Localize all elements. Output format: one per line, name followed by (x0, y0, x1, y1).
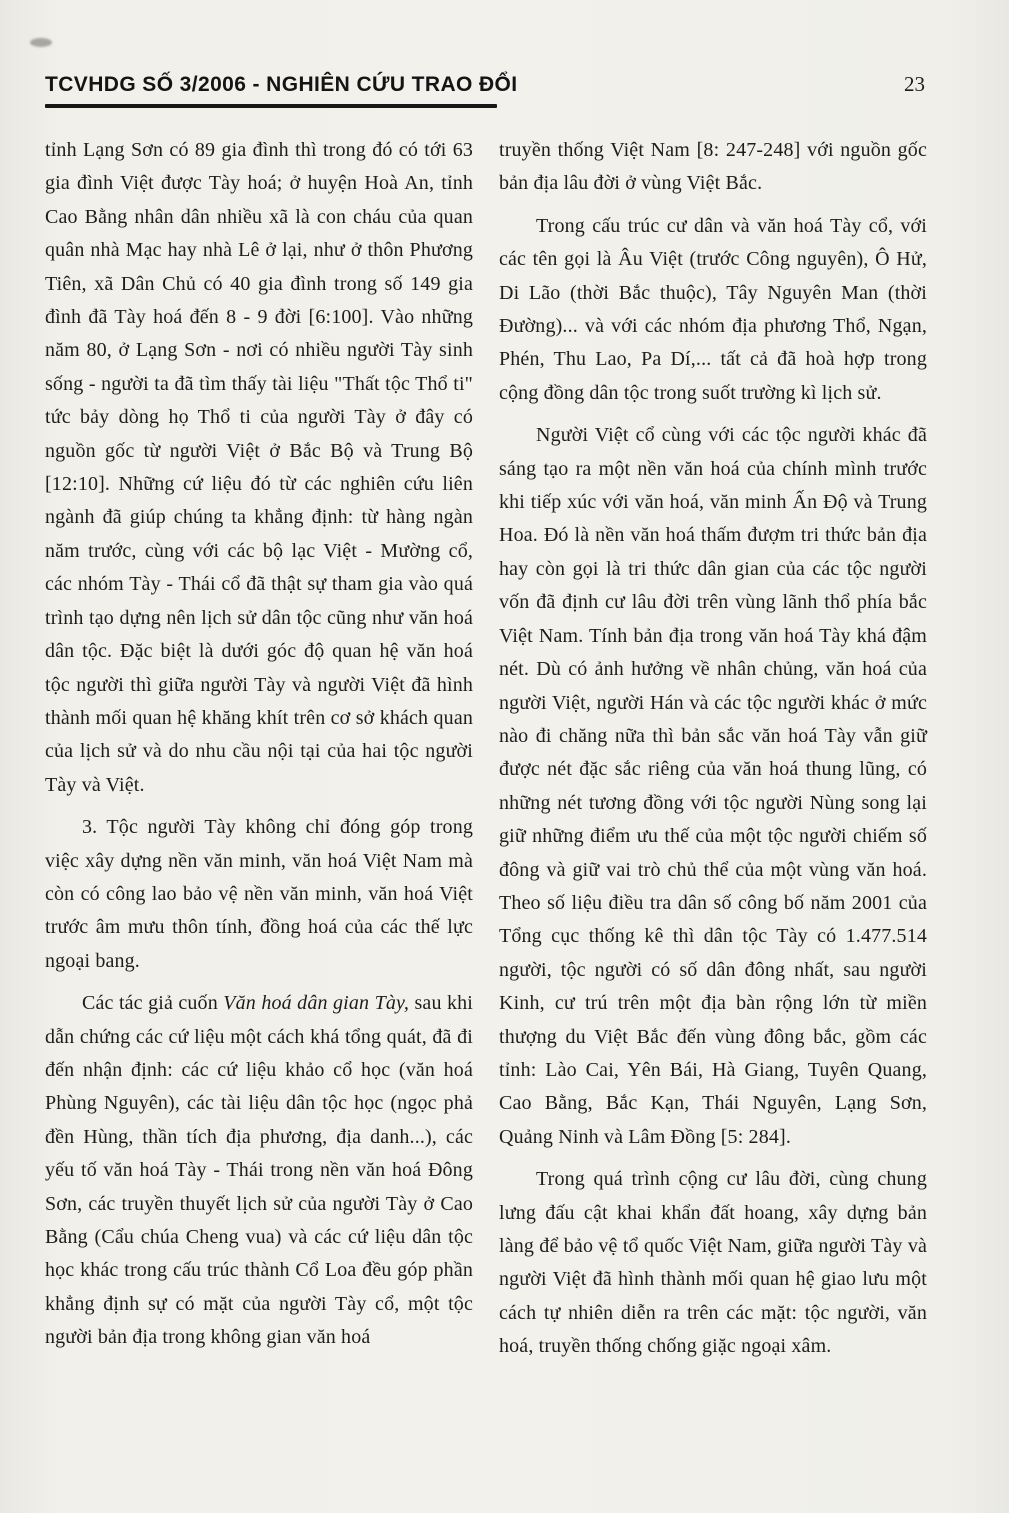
page-header (45, 72, 927, 97)
right-column (499, 134, 927, 1364)
page-number: 23 (904, 72, 925, 96)
paragraph-text-before: Các tác giả cuốn (82, 992, 224, 1015)
paragraph-text-after: sau khi dẫn chứng các cứ liệu một cách khá tổng quát, đã đi đến nhận định: các cứ liệu khảo cổ học (văn hoá Phùng Nguyên), các tài liệu dân tộc học (ngọc phả đền Hùng, thần tích địa phương, địa danh...), các yếu tố văn hoá Tày - Thái trong nền văn hoá Đông Sơn, các truyền thuyết lịch sử của người Tày ở Cao Bằng (Cẩu chúa Cheng vua) và các cứ liệu dân tộc học khác trong cấu trúc thành Cổ Loa đều góp phần khẳng định sự có mặt của người Tày cổ, một tộc người bản địa trong không gian văn hoá (45, 992, 474, 1349)
scan-artifact (30, 38, 52, 47)
journal-title: TCVHDG SỐ 3/2006 - NGHIÊN CỨU TRAO ĐỔI (45, 73, 518, 96)
paragraph-numbered-section: 3. Tộc người Tày không chỉ đóng góp trong việc xây dựng nền văn minh, văn hoá Việt Nam mà còn có công lao bảo vệ nền văn minh, văn hoá Việt trước âm mưu thôn tính, đồng hoá của các thế lực ngoại bang. (45, 816, 473, 972)
paragraph-continuation: truyền thống Việt Nam [8: 247-248] với nguồn gốc bản địa lâu đời ở vùng Việt Bắc. (499, 139, 927, 195)
paragraph: Trong cấu trúc cư dân và văn hoá Tày cổ, với các tên gọi là Âu Việt (trước Công nguyên), Ô Hử, Di Lão (thời Bắc thuộc), Tây Nguyên Man (thời Đường)... và với các nhóm địa phương Thổ, Ngạn, Phén, Thu Lao, Pa Dí,... tất cả đã hoà hợp trong cộng đồng dân tộc trong suốt trường kì lịch sử. (499, 214, 927, 404)
paragraph-continuation: tỉnh Lạng Sơn có 89 gia đình thì trong đó có tới 63 gia đình Việt được Tày hoá; ở huyện Hoà An, tỉnh Cao Bằng nhân dân nhiều xã là con cháu của quan quân nhà Mạc hay nhà Lê ở lại, như ở thôn Phương Tiên, xã Dân Chủ có 40 gia đình trong số 149 gia đình đã Tày hoá đến 8 - 9 đời [6:100]. Vào những năm 80, ở Lạng Sơn - nơi có nhiều người Tày sinh sống - người ta đã tìm thấy tài liệu "Thất tộc Thổ ti" tức bảy dòng họ Thổ ti của người Tày ở đây có nguồn gốc từ người Việt ở Bắc Bộ và Trung Bộ [12:10]. Những cứ liệu đó từ các nghiên cứu liên ngành đã giúp chúng ta khẳng định: từ hàng ngàn năm trước, cùng với các bộ lạc Việt - Mường cổ, các nhóm Tày - Thái cổ đã thật sự tham gia vào quá trình tạo dựng nên lịch sử dân tộc cũng như văn hoá dân tộc. Đặc biệt là dưới góc độ quan hệ văn hoá tộc người thì giữa người Tày và người Việt đã hình thành mối quan hệ khăng khít trên cơ sở khách quan của lịch sử và do nhu cầu nội tại của hai tộc người Tày và Việt. (45, 139, 473, 796)
paragraph-with-book-title (45, 987, 473, 1354)
paragraph: Người Việt cổ cùng với các tộc người khác đã sáng tạo ra một nền văn hoá của chính mình trước khi tiếp xúc với văn hoá, văn minh Ấn Độ và Trung Hoa. Đó là nền văn hoá thấm đượm tri thức bản địa hay còn gọi là tri thức dân gian của các tộc người vốn đã định cư lâu đời trên vùng lãnh thổ phía bắc Việt Nam. Tính bản địa trong văn hoá Tày khá đậm nét. Dù có ảnh hưởng về nhân chủng, văn hoá của người Việt, người Hán và các tộc người khác ở mức nào đi chăng nữa thì bản sắc văn hoá Tày vẫn giữ được nét đặc sắc riêng của văn hoá thung lũng, có những nét tương đồng với tộc người Nùng song lại giữ những điểm ưu thế của một tộc người chiếm số đông và giữ vai trò chủ thể của một vùng văn hoá. Theo số liệu điều tra dân số công bố năm 2001 của Tổng cục thống kê thì dân tộc Tày có 1.477.514 người, tộc người có số dân đông nhất, sau người Kinh, cư trú trên một địa bàn rộng lớn từ miền thượng du Việt Bắc đến vùng đông bắc, gồm các tỉnh: Lào Cai, Yên Bái, Hà Giang, Tuyên Quang, Cao Bằng, Bắc Kạn, Thái Nguyên, Lạng Sơn, Quảng Ninh và Lâm Đồng [5: 284]. (499, 424, 927, 1148)
book-title-italic: Văn hoá dân gian Tày, (223, 992, 410, 1015)
left-column (45, 134, 473, 1364)
article-body (45, 134, 927, 1364)
paragraph: Trong quá trình cộng cư lâu đời, cùng chung lưng đấu cật khai khẩn đất hoang, xây dựng bản làng để bảo vệ tổ quốc Việt Nam, giữa người Tày và người Việt đã hình thành mối quan hệ giao lưu một cách tự nhiên diễn ra trên các mặt: tộc người, văn hoá, truyền thống chống giặc ngoại xâm. (499, 1168, 927, 1358)
header-underline (45, 104, 497, 108)
